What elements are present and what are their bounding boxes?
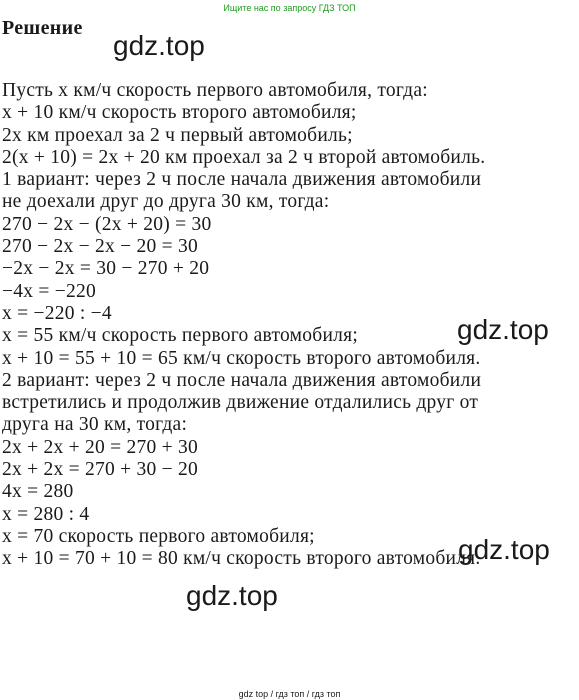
solution-line: 2x км проехал за 2 ч первый автомобиль; — [2, 124, 353, 146]
solution-line: Пусть x км/ч скорость первого автомобиля, тогда: — [2, 80, 428, 101]
watermark: gdz.top — [113, 30, 205, 61]
equation-line: 270 − 2x − 2x − 20 = 30 — [2, 236, 198, 258]
equation-line: x = 280 : 4 — [2, 503, 90, 525]
solution-heading: Решение — [2, 17, 83, 39]
solution-line: x = 70 скорость первого автомобиля; — [2, 525, 315, 547]
top-search-hint: Ищите нас по запросу ГДЗ ТОП — [223, 3, 356, 13]
solution-line: x = 55 км/ч скорость первого автомобиля; — [2, 325, 358, 347]
equation-line: 2x + 2x + 20 = 270 + 30 — [2, 436, 198, 458]
solution-line: друга на 30 км, тогда: — [2, 414, 188, 436]
solution-line: x + 10 км/ч скорость второго автомобиля; — [2, 102, 357, 124]
equation-line: −4x = −220 — [2, 280, 96, 302]
equation-line: 270 − 2x − (2x + 20) = 30 — [2, 213, 212, 235]
bottom-watermark-links: gdz top / гдз топ / гдз топ — [238, 689, 341, 699]
equation-line: 2x + 2x = 270 + 30 − 20 — [2, 459, 198, 481]
solution-line: x + 10 = 55 + 10 = 65 км/ч скорость второго автомобиля. — [2, 347, 481, 369]
equation-line: x = −220 : −4 — [2, 302, 112, 324]
solution-line: 1 вариант: через 2 ч после начала движения автомобили — [2, 169, 482, 191]
watermark: gdz.top — [458, 534, 550, 565]
solution-line: не доехали друг до друга 30 км, тогда: — [2, 191, 330, 213]
solution-line: x + 10 = 70 + 10 = 80 км/ч скорость второго автомобиля. — [2, 548, 481, 570]
solution-line: 2 вариант: через 2 ч после начала движения автомобили — [2, 369, 482, 391]
solution-line: 2(x + 10) = 2x + 20 км проехал за 2 ч второй автомобиль. — [2, 146, 486, 168]
equation-line: −2x − 2x = 30 − 270 + 20 — [2, 258, 210, 280]
solution-text — [2, 80, 578, 571]
watermark: gdz.top — [457, 314, 549, 345]
equation-line: 4x = 280 — [2, 481, 74, 503]
watermark: gdz.top — [186, 580, 278, 611]
solution-line: встретились и продолжив движение отдалились друг от — [2, 392, 479, 414]
